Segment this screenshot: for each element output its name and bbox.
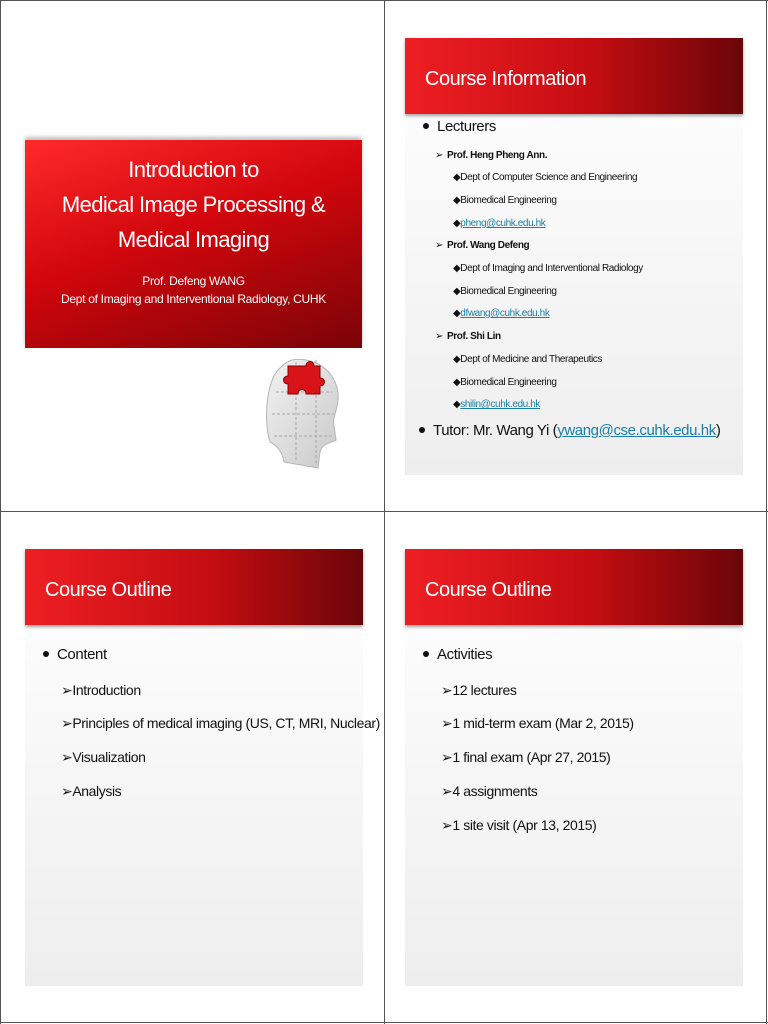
- slide-header: [25, 549, 363, 625]
- arrow-bullet-icon: ➢: [441, 682, 453, 698]
- slide-title: Course Information: [425, 68, 587, 90]
- list-item: ➢Visualization: [61, 749, 146, 765]
- lecturer-dept: ◆Biomedical Engineering: [453, 286, 557, 297]
- list-item: ➢Principles of medical imaging (US, CT, MRI, Nuclear): [61, 715, 380, 731]
- slide-3: [25, 549, 380, 986]
- list-item: ➢4 assignments: [441, 783, 538, 799]
- arrow-bullet-icon: ➢: [61, 783, 73, 799]
- lecturer-email: [453, 218, 545, 229]
- lecturer-dept: ◆Dept of Computer Science and Engineering: [453, 172, 638, 183]
- diamond-bullet-icon: ◆: [453, 377, 461, 388]
- slide-2: [405, 38, 743, 475]
- author-affiliation: Dept of Imaging and Interventional Radiology, CUHK: [61, 292, 326, 306]
- arrow-bullet-icon: ➢: [435, 331, 443, 342]
- email-link[interactable]: pheng@cuhk.edu.hk: [460, 218, 546, 229]
- slide-subtitle: [25, 272, 362, 308]
- list-item: ➢1 site visit (Apr 13, 2015): [441, 817, 597, 833]
- bullet-icon: [423, 651, 429, 657]
- list-item: ➢12 lectures: [441, 682, 517, 698]
- arrow-bullet-icon: ➢: [61, 749, 73, 765]
- bullet-icon: [419, 427, 425, 433]
- title-line-3: Medical Imaging: [117, 227, 270, 252]
- arrow-bullet-icon: ➢: [441, 749, 453, 765]
- slide-title: Course Outline: [425, 579, 552, 601]
- lecturer-dept: ◆Biomedical Engineering: [453, 377, 557, 388]
- lecturer-dept: ◆Dept of Medicine and Therapeutics: [453, 354, 603, 365]
- list-item: ➢1 final exam (Apr 27, 2015): [441, 749, 611, 765]
- title-line-2: Medical Image Processing &: [61, 192, 326, 217]
- list-item: ➢1 mid-term exam (Mar 2, 2015): [441, 715, 634, 731]
- arrow-bullet-icon: ➢: [435, 150, 443, 161]
- title-line-1: Introduction to: [128, 157, 259, 182]
- page-border-right: [766, 0, 767, 1024]
- slide-header: [405, 38, 743, 114]
- lecturer-name: ➢ Prof. Shi Lin: [435, 331, 501, 342]
- page-border-left: [0, 0, 1, 1024]
- puzzle-head-icon: [262, 352, 342, 472]
- tutor-line: Tutor: Mr. Wang Yi (ywang@cse.cuhk.edu.hk): [419, 422, 720, 439]
- diamond-bullet-icon: ◆: [453, 308, 461, 319]
- title-band: [25, 140, 362, 348]
- slide-4: [405, 549, 743, 986]
- slide-header: [405, 549, 743, 625]
- arrow-bullet-icon: ➢: [441, 715, 453, 731]
- diamond-bullet-icon: ◆: [453, 354, 461, 365]
- author-name: Prof. Defeng WANG: [142, 274, 245, 288]
- bullet-icon: [43, 651, 49, 657]
- diamond-bullet-icon: ◆: [453, 263, 461, 274]
- arrow-bullet-icon: ➢: [441, 817, 453, 833]
- vertical-divider: [384, 0, 385, 1024]
- horizontal-divider: [0, 511, 768, 512]
- lecturer-name: ➢ Prof. Heng Pheng Ann.: [435, 150, 548, 161]
- activities-heading: Activities: [423, 646, 492, 663]
- lecturer-dept: ◆Biomedical Engineering: [453, 195, 557, 206]
- arrow-bullet-icon: ➢: [61, 682, 73, 698]
- lecturers-heading: Lecturers: [423, 118, 496, 135]
- lecturer-dept: ◆Dept of Imaging and Interventional Radiology: [453, 263, 643, 274]
- lecturer-name: ➢ Prof. Wang Defeng: [435, 240, 530, 251]
- slide-title: [25, 152, 362, 257]
- list-item: ➢Introduction: [61, 682, 141, 698]
- diamond-bullet-icon: ◆: [453, 172, 461, 183]
- diamond-bullet-icon: ◆: [453, 218, 461, 229]
- diamond-bullet-icon: ◆: [453, 399, 461, 410]
- bullet-icon: [423, 123, 429, 129]
- arrow-bullet-icon: ➢: [61, 715, 73, 731]
- arrow-bullet-icon: ➢: [441, 783, 453, 799]
- diamond-bullet-icon: ◆: [453, 195, 461, 206]
- arrow-bullet-icon: ➢: [435, 240, 443, 251]
- content-heading: Content: [43, 646, 107, 663]
- slide-title: Course Outline: [45, 579, 172, 601]
- email-link[interactable]: shilin@cuhk.edu.hk: [460, 399, 540, 410]
- lecturer-email: [453, 308, 549, 319]
- diamond-bullet-icon: ◆: [453, 286, 461, 297]
- lecturer-email: [453, 399, 540, 410]
- email-link[interactable]: dfwang@cuhk.edu.hk: [460, 308, 550, 319]
- tutor-email-link[interactable]: ywang@cse.cuhk.edu.hk: [557, 422, 716, 439]
- list-item: ➢Analysis: [61, 783, 122, 799]
